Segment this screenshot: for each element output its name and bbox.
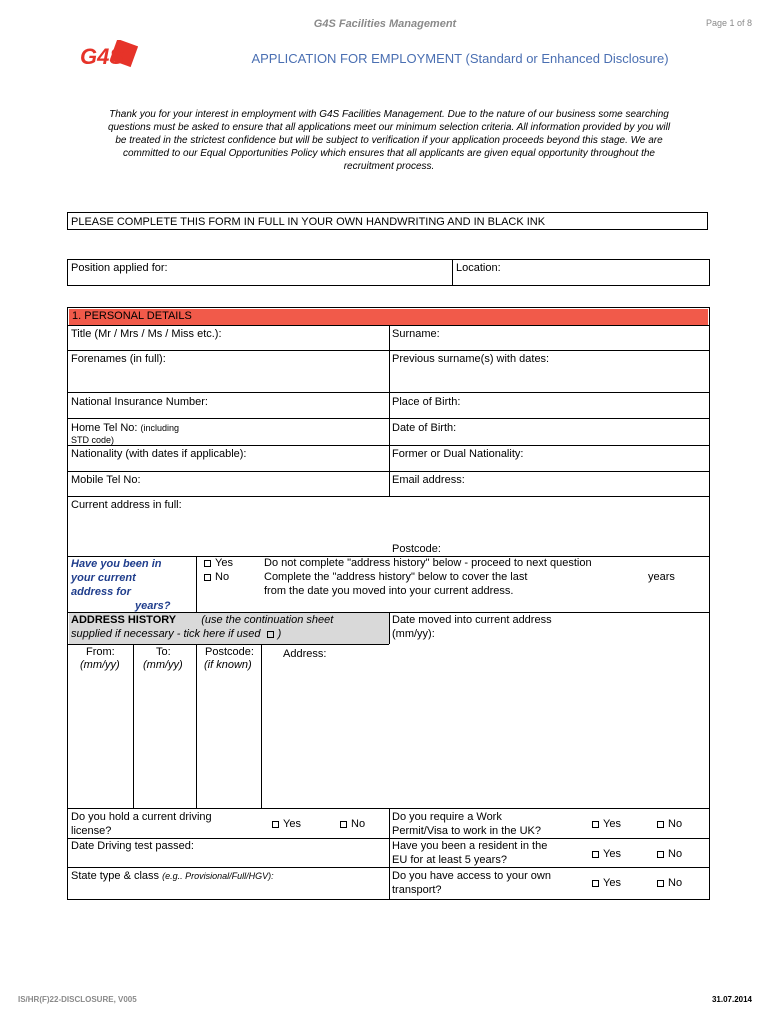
date-moved-label: Date moved into current address (392, 614, 552, 626)
yes-text: Yes (603, 818, 621, 830)
licence-question: Do you hold a current driving (71, 811, 212, 823)
previous-surname-label: Previous surname(s) with dates: (392, 353, 550, 365)
page-number: Page 1 of 8 (705, 18, 752, 28)
place-of-birth-label: Place of Birth: (392, 396, 461, 408)
checkbox-icon[interactable] (272, 821, 279, 828)
yes-text: Yes (603, 877, 621, 889)
no-instruction: Complete the "address history" below to cover the last (264, 571, 528, 583)
licence-yes-option[interactable] (272, 818, 301, 831)
from-header: From: (86, 646, 115, 658)
intro-line: recruitment process. (343, 161, 435, 172)
yes-text: Yes (215, 557, 233, 569)
yes-instruction: Do not complete "address history" below - proceed to next question (264, 557, 592, 569)
continuation-checkbox[interactable] (267, 631, 274, 638)
checkbox-icon[interactable] (204, 574, 211, 581)
checkbox-icon[interactable] (204, 560, 211, 567)
intro-line: be treated in the strictest confidence but will be subject to verification if your application proceeds beyond this stage. We are (115, 135, 663, 146)
no-text: No (668, 818, 683, 830)
residence-question-2: your current (71, 572, 136, 584)
title-label: Title (Mr / Mrs / Ms / Miss etc.): (71, 328, 222, 340)
position-label: Position applied for: (71, 262, 168, 274)
checkbox-icon[interactable] (657, 880, 664, 887)
checkbox-icon[interactable] (657, 821, 664, 828)
residence-no-option[interactable] (204, 571, 229, 584)
permit-yes-option[interactable] (592, 818, 621, 831)
intro-line: committed to our Equal Opportunities Policy which ensures that all applicants are given equal opportunity throughout the (123, 148, 655, 159)
checkbox-icon[interactable] (592, 851, 599, 858)
residence-question-4: years? (135, 600, 171, 612)
company-name: G4S Facilities Management (313, 18, 457, 30)
dual-nationality-label: Former or Dual Nationality: (392, 448, 524, 460)
dob-label: Date of Birth: (392, 422, 457, 434)
to-header: To: (156, 646, 171, 658)
transport-yes-option[interactable] (592, 877, 621, 890)
home-tel-note-2: STD code) (71, 435, 115, 445)
resident-yes-option[interactable] (592, 848, 621, 861)
permit-no-option[interactable] (657, 818, 682, 831)
resident-question: Have you been a resident in the (392, 840, 548, 852)
address-history-title (71, 614, 333, 627)
no-text: No (668, 877, 683, 889)
resident-no-option[interactable] (657, 848, 682, 861)
no-instruction-2: from the date you moved into your current address. (264, 585, 514, 597)
yes-text: Yes (603, 848, 621, 860)
email-label: Email address: (392, 474, 465, 486)
ni-number-label: National Insurance Number: (71, 396, 208, 408)
date-moved-format: (mm/yy): (392, 628, 435, 640)
history-note-2-end: ) (277, 628, 282, 640)
section-title: 1. PERSONAL DETAILS (69, 309, 708, 325)
history-note-1: (use the continuation sheet (201, 614, 334, 626)
checkbox-icon[interactable] (592, 821, 599, 828)
position-box (67, 259, 710, 286)
intro-text (68, 108, 710, 173)
history-title-text: ADDRESS HISTORY (71, 614, 177, 626)
history-note-2-text: supplied if necessary - tick here if used (71, 628, 261, 640)
intro-line: questions must be asked to ensure that all applications meet our minimum selection criteria. All information provided by you will (107, 122, 671, 133)
transport-no-option[interactable] (657, 877, 682, 890)
state-type-label (71, 870, 274, 883)
no-text: No (351, 818, 366, 830)
form-reference: IS/HR(F)22-DISCLOSURE, V005 (18, 995, 137, 1004)
home-tel-note: (including (140, 423, 180, 433)
checkbox-icon[interactable] (340, 821, 347, 828)
position-field[interactable] (68, 260, 453, 285)
permit-question: Do you require a Work (392, 811, 502, 823)
form-date: 31.07.2014 (711, 995, 752, 1004)
current-address-label: Current address in full: (71, 499, 182, 511)
location-label: Location: (456, 262, 501, 274)
mobile-label: Mobile Tel No: (71, 474, 141, 486)
residence-question-3: address for (71, 586, 131, 598)
postcode-label: Postcode: (392, 543, 441, 555)
postcode-header: Postcode: (205, 646, 254, 658)
to-format: (mm/yy) (143, 659, 183, 671)
state-type-text: State type & class (71, 870, 160, 882)
forenames-label: Forenames (in full): (71, 353, 166, 365)
form-title: APPLICATION FOR EMPLOYMENT (Standard or Enhanced Disclosure) (251, 51, 669, 66)
transport-question-2: transport? (392, 884, 442, 896)
resident-question-2: EU for at least 5 years? (392, 854, 507, 866)
postcode-format: (if known) (204, 659, 252, 671)
test-passed-label: Date Driving test passed: (71, 840, 194, 852)
residence-yes-option[interactable] (204, 557, 233, 570)
nationality-label: Nationality (with dates if applicable): (71, 448, 247, 460)
history-note-2 (71, 628, 281, 641)
no-text: No (215, 571, 230, 583)
from-format: (mm/yy) (80, 659, 120, 671)
years-label: years (648, 571, 675, 583)
surname-label: Surname: (392, 328, 440, 340)
handwriting-banner: PLEASE COMPLETE THIS FORM IN FULL IN YOUR OWN HANDWRITING AND IN BLACK INK (67, 212, 708, 230)
licence-no-option[interactable] (340, 818, 365, 831)
residence-question-1: Have you been in (71, 558, 162, 570)
yes-text: Yes (283, 818, 301, 830)
state-type-note: (e.g.. Provisional/Full/HGV): (162, 871, 274, 881)
checkbox-icon[interactable] (657, 851, 664, 858)
g4s-logo (78, 40, 138, 70)
licence-question-2: license? (71, 825, 112, 837)
permit-question-2: Permit/Visa to work in the UK? (392, 825, 541, 837)
logo-text: G4S (80, 44, 125, 69)
home-tel-text: Home Tel No: (71, 422, 138, 434)
transport-question: Do you have access to your own (392, 870, 551, 882)
intro-line: Thank you for your interest in employment with G4S Facilities Management. Due to the nature of our business some searching (109, 109, 669, 120)
checkbox-icon[interactable] (592, 880, 599, 887)
location-field[interactable] (453, 260, 709, 285)
address-header: Address: (283, 648, 327, 660)
no-text: No (668, 848, 683, 860)
